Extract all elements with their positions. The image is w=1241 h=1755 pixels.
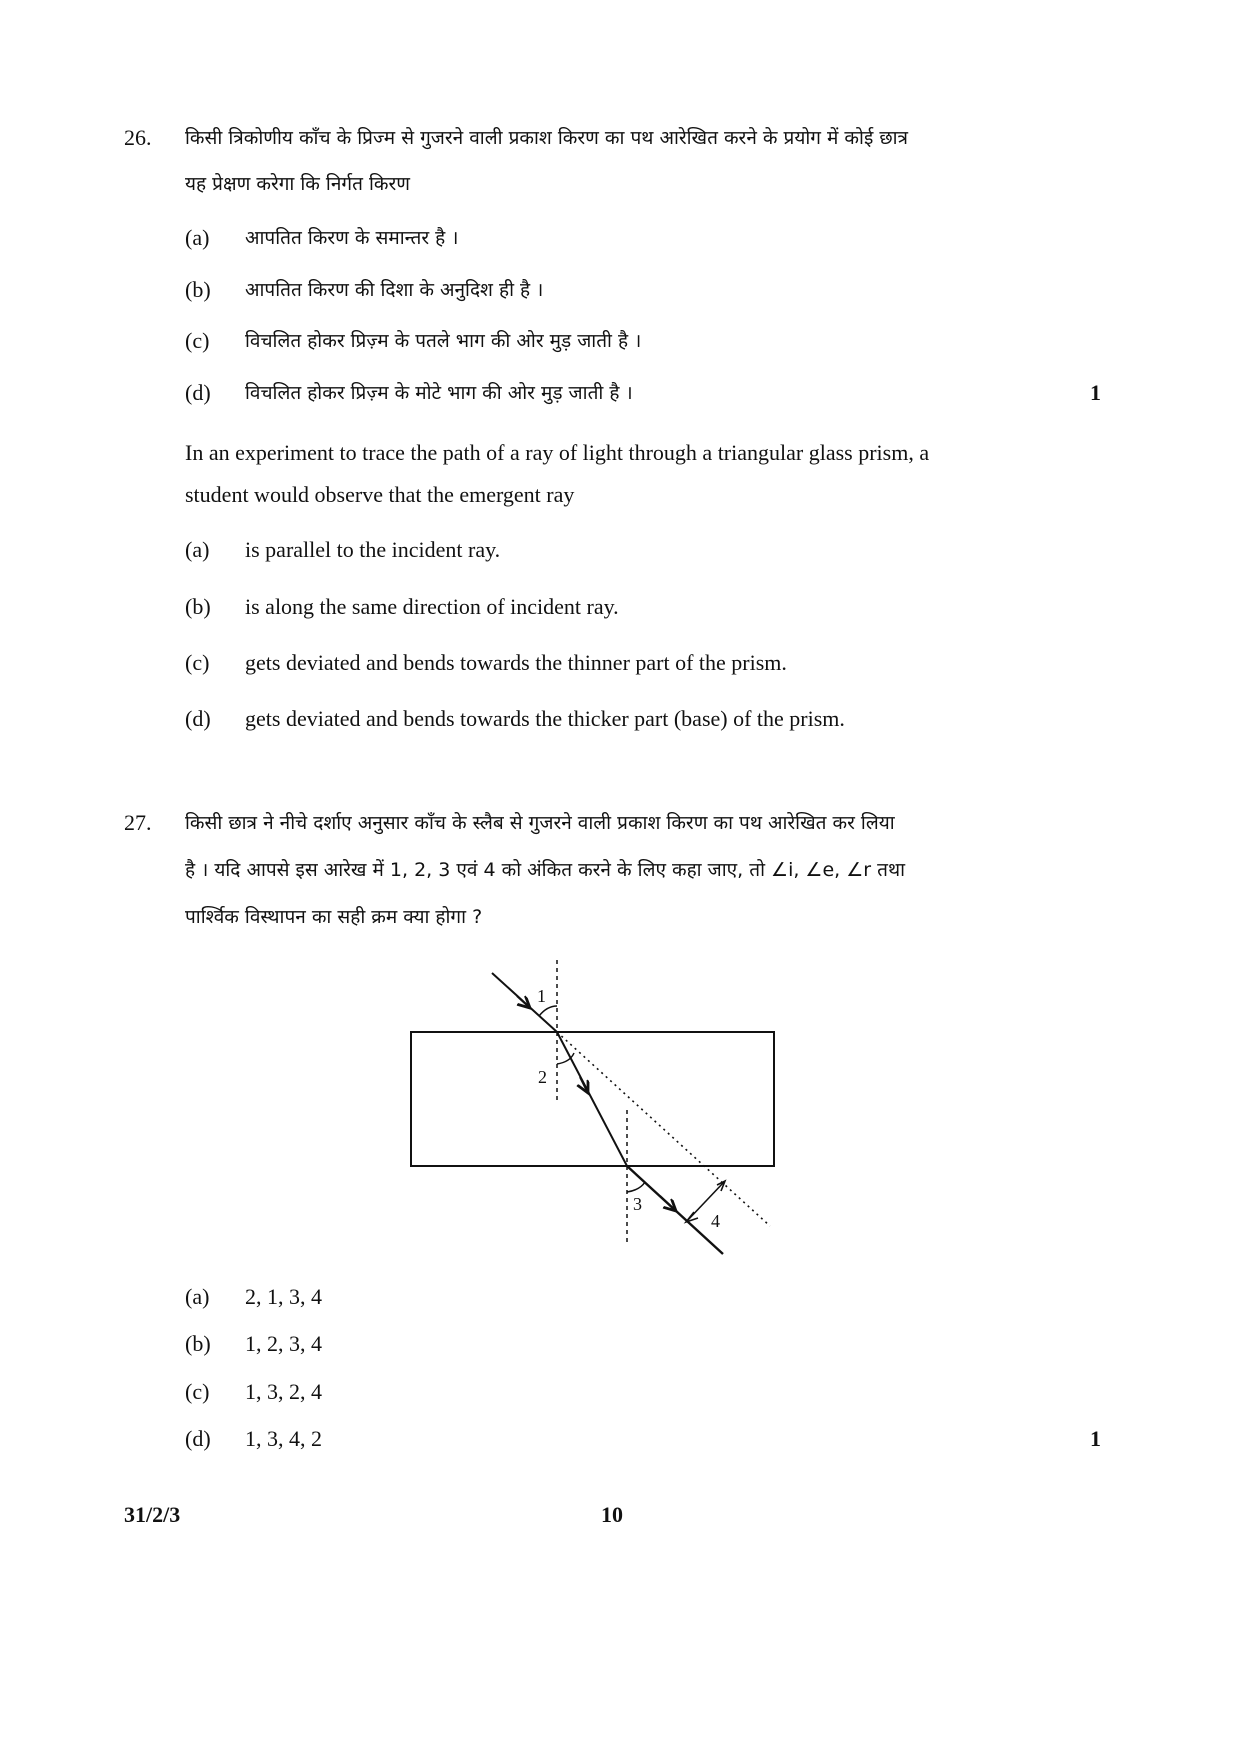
q27-option-label-a: (a)	[185, 1284, 210, 1309]
q26-english-option-label-d: (d)	[185, 706, 211, 731]
angle-arc-1	[539, 1006, 557, 1016]
q26-hindi-option-text-b: आपतित किरण की दिशा के अनुदिश ही है ।	[245, 279, 544, 301]
q26-marks: 1	[1090, 380, 1101, 405]
footer-paper-code: 31/2/3	[124, 1502, 181, 1527]
footer-page-number: 10	[601, 1502, 623, 1527]
incident-ray-arrow	[517, 996, 530, 1008]
q27-marks: 1	[1090, 1426, 1101, 1451]
q26-english-option-label-c: (c)	[185, 650, 210, 675]
q27-hindi-stem-line1: किसी छात्र ने नीचे दर्शाए अनुसार काँच के स्लैब से गुजरने वाली प्रकाश किरण का पथ आरेखित कर लिया	[185, 812, 895, 834]
q27-number: 27.	[124, 810, 152, 835]
diagram-label-3: 3	[633, 1194, 642, 1214]
q26-hindi-option-text-a: आपतित किरण के समान्तर है ।	[245, 227, 459, 249]
q26-english-option-text-b: is along the same direction of incident ray.	[245, 594, 619, 619]
q26-english-option-text-a: is parallel to the incident ray.	[245, 537, 501, 562]
angle-arc-3	[627, 1182, 645, 1192]
q26-english-option-label-a: (a)	[185, 537, 210, 562]
diagram-label-2: 2	[538, 1067, 547, 1087]
q26-english-stem-line1: In an experiment to trace the path of a ray of light through a triangular glass prism, a	[185, 440, 930, 465]
q27-option-text-a: 2, 1, 3, 4	[245, 1284, 322, 1309]
q27-option-label-c: (c)	[185, 1379, 210, 1404]
q26-english-option-text-d: gets deviated and bends towards the thicker part (base) of the prism.	[245, 706, 845, 731]
q27-option-text-b: 1, 2, 3, 4	[245, 1331, 322, 1356]
emergent-ray-arrow	[660, 1196, 676, 1211]
refracted-ray	[557, 1032, 627, 1166]
diagram-label-4: 4	[711, 1211, 720, 1231]
q26-hindi-option-label-c: (c)	[185, 328, 210, 353]
q26-english-stem-line2: student would observe that the emergent ray	[185, 482, 575, 507]
q27-option-text-c: 1, 3, 2, 4	[245, 1379, 322, 1404]
q26-hindi-option-label-a: (a)	[185, 225, 210, 250]
extended-incident-ray	[557, 1032, 770, 1226]
refracted-ray-arrow	[580, 1077, 588, 1093]
q26-hindi-stem-line1: किसी त्रिकोणीय काँच के प्रिज्म से गुजरने वाली प्रकाश किरण का पथ आरेखित करने के प्रयोग में कोई छात्र	[185, 127, 909, 149]
q26-hindi-stem-line2: यह प्रेक्षण करेगा कि निर्गत किरण	[185, 173, 410, 195]
q26-hindi-option-label-b: (b)	[185, 277, 211, 302]
q26-hindi-option-text-d: विचलित होकर प्रिज़्म के मोटे भाग की ओर मुड़ जाती है ।	[245, 382, 633, 404]
q26-english-option-text-c: gets deviated and bends towards the thinner part of the prism.	[245, 650, 787, 675]
q26-hindi-option-text-c: विचलित होकर प्रिज़्म के पतले भाग की ओर मुड़ जाती है ।	[245, 330, 642, 352]
q26-number: 26.	[124, 125, 152, 150]
q27-option-text-d: 1, 3, 4, 2	[245, 1426, 322, 1451]
lateral-displacement-arrow-start	[686, 1212, 698, 1222]
q27-option-label-d: (d)	[185, 1426, 211, 1451]
q27-hindi-stem-line2: है । यदि आपसे इस आरेख में 1, 2, 3 एवं 4 को अंकित करने के लिए कहा जाए, तो ∠i, ∠e, ∠r तथा	[185, 859, 906, 881]
q27-hindi-stem-line3: पार्श्विक विस्थापन का सही क्रम क्या होगा ?	[185, 906, 483, 928]
q26-english-option-label-b: (b)	[185, 594, 211, 619]
q26-hindi-option-label-d: (d)	[185, 380, 211, 405]
q27-option-label-b: (b)	[185, 1331, 211, 1356]
diagram-label-1: 1	[537, 986, 546, 1006]
